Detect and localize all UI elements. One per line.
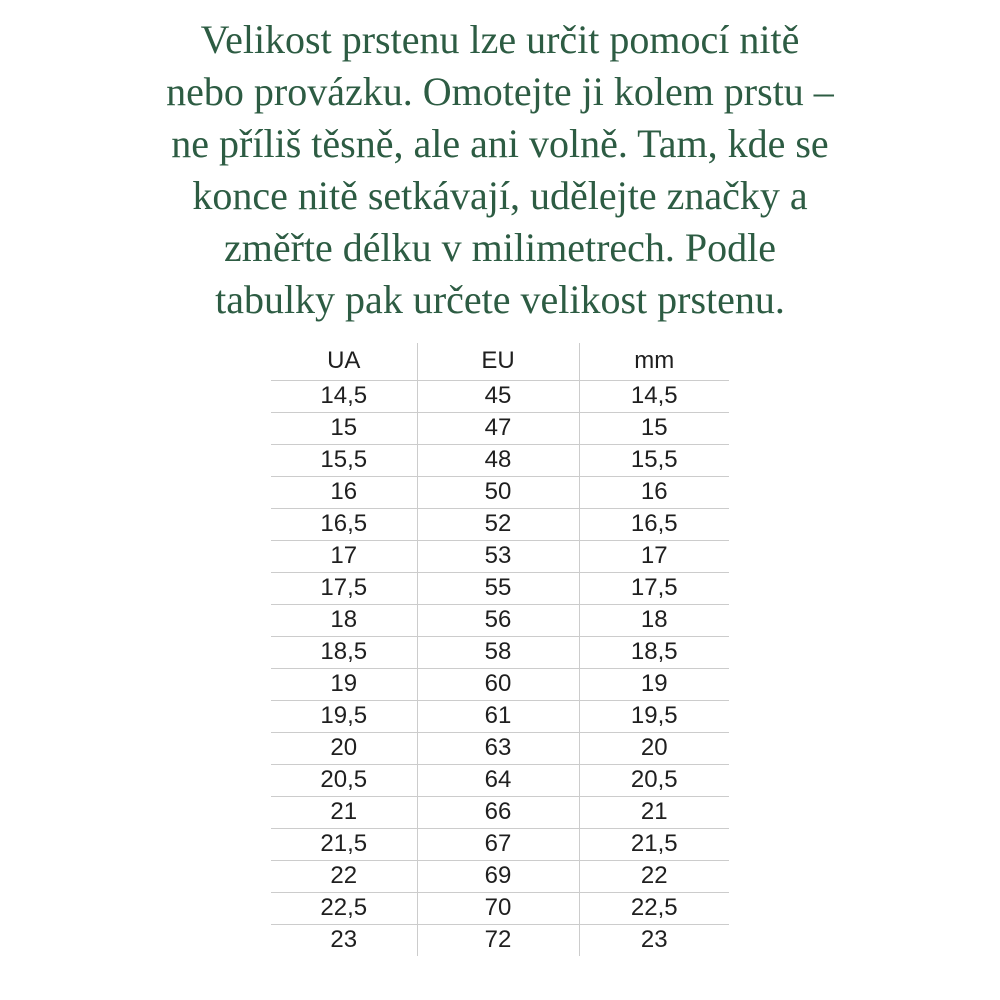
table-cell: 53 bbox=[417, 540, 579, 572]
table-row bbox=[271, 508, 729, 540]
intro-line-6: tabulky pak určete velikost prstenu. bbox=[215, 277, 785, 322]
table-cell: 16,5 bbox=[579, 508, 729, 540]
table-cell: 63 bbox=[417, 732, 579, 764]
table-row bbox=[271, 892, 729, 924]
table-cell: 14,5 bbox=[271, 380, 417, 412]
table-cell: 23 bbox=[271, 924, 417, 956]
table-cell: 23 bbox=[579, 924, 729, 956]
table-row bbox=[271, 380, 729, 412]
table-cell: 20 bbox=[271, 732, 417, 764]
table-cell: 19 bbox=[579, 668, 729, 700]
table-cell: 22 bbox=[579, 860, 729, 892]
table-row bbox=[271, 572, 729, 604]
table-cell: 17,5 bbox=[271, 572, 417, 604]
intro-line-4: konce nitě setkávají, udělejte značky a bbox=[192, 173, 808, 218]
table-cell: 22 bbox=[271, 860, 417, 892]
table-row bbox=[271, 860, 729, 892]
column-header-mm: mm bbox=[579, 343, 729, 380]
table-cell: 15 bbox=[579, 412, 729, 444]
table-cell: 22,5 bbox=[271, 892, 417, 924]
table-cell: 19,5 bbox=[271, 700, 417, 732]
table-cell: 14,5 bbox=[579, 380, 729, 412]
table-row bbox=[271, 636, 729, 668]
table-cell: 18 bbox=[579, 604, 729, 636]
table-cell: 69 bbox=[417, 860, 579, 892]
table-cell: 18,5 bbox=[579, 636, 729, 668]
table-cell: 18,5 bbox=[271, 636, 417, 668]
table-cell: 15 bbox=[271, 412, 417, 444]
table-row bbox=[271, 476, 729, 508]
intro-line-5: změřte délku v milimetrech. Podle bbox=[223, 225, 777, 270]
table-cell: 66 bbox=[417, 796, 579, 828]
table-cell: 20,5 bbox=[271, 764, 417, 796]
table-cell: 19,5 bbox=[579, 700, 729, 732]
table-cell: 55 bbox=[417, 572, 579, 604]
table-cell: 45 bbox=[417, 380, 579, 412]
table-row bbox=[271, 412, 729, 444]
table-cell: 21,5 bbox=[271, 828, 417, 860]
table-cell: 52 bbox=[417, 508, 579, 540]
column-header-ua: UA bbox=[327, 347, 361, 375]
table-cell: 64 bbox=[417, 764, 579, 796]
table-cell: 15,5 bbox=[271, 444, 417, 476]
table-row bbox=[271, 700, 729, 732]
intro-line-2: nebo provázku. Omotejte ji kolem prstu – bbox=[166, 69, 834, 114]
table-row bbox=[271, 604, 729, 636]
table-cell: 70 bbox=[417, 892, 579, 924]
table-cell: 15,5 bbox=[579, 444, 729, 476]
size-table-body bbox=[271, 380, 729, 956]
table-cell: 21 bbox=[271, 796, 417, 828]
table-row bbox=[271, 540, 729, 572]
table-row bbox=[271, 796, 729, 828]
table-cell: 16 bbox=[579, 476, 729, 508]
intro-line-3: ne příliš těsně, ale ani volně. Tam, kde se bbox=[171, 121, 829, 166]
table-cell: 61 bbox=[417, 700, 579, 732]
table-cell: 16,5 bbox=[271, 508, 417, 540]
table-cell: 47 bbox=[417, 412, 579, 444]
table-cell: 17,5 bbox=[579, 572, 729, 604]
table-cell: 48 bbox=[417, 444, 579, 476]
table-cell: 17 bbox=[579, 540, 729, 572]
table-cell: 72 bbox=[417, 924, 579, 956]
table-row bbox=[271, 924, 729, 956]
table-cell: 56 bbox=[417, 604, 579, 636]
table-cell: 19 bbox=[271, 668, 417, 700]
table-cell: 21,5 bbox=[579, 828, 729, 860]
table-cell: 16 bbox=[271, 476, 417, 508]
intro-line-1: Velikost prstenu lze určit pomocí nitě bbox=[200, 17, 800, 62]
table-header-row bbox=[271, 343, 729, 380]
table-cell: 50 bbox=[417, 476, 579, 508]
table-cell: 20,5 bbox=[579, 764, 729, 796]
table-cell: 58 bbox=[417, 636, 579, 668]
ring-size-table bbox=[271, 343, 729, 956]
column-header-eu: EU bbox=[417, 343, 579, 380]
table-row bbox=[271, 764, 729, 796]
table-row bbox=[271, 444, 729, 476]
table-cell: 21 bbox=[579, 796, 729, 828]
table-row bbox=[271, 732, 729, 764]
table-cell: 67 bbox=[417, 828, 579, 860]
table-cell: 60 bbox=[417, 668, 579, 700]
table-cell: 20 bbox=[579, 732, 729, 764]
table-row bbox=[271, 828, 729, 860]
table-cell: 17 bbox=[271, 540, 417, 572]
intro-text bbox=[0, 0, 1000, 326]
table-row bbox=[271, 668, 729, 700]
table-cell: 18 bbox=[271, 604, 417, 636]
table-cell: 22,5 bbox=[579, 892, 729, 924]
